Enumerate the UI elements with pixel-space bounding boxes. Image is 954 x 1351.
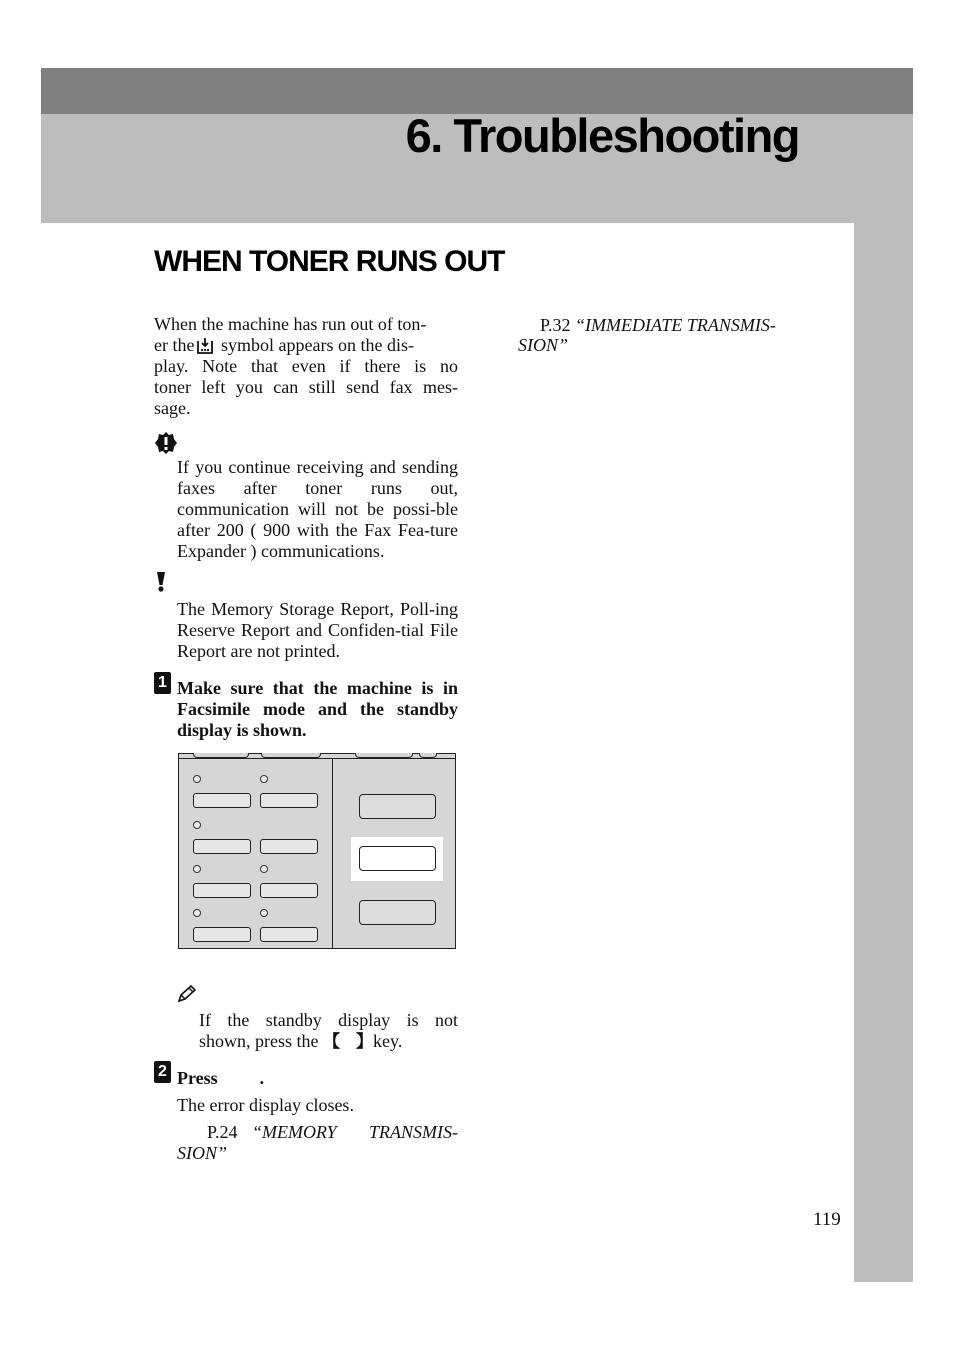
- indicator-led: [193, 865, 201, 873]
- intro-line: play. Note that even if there is no: [154, 356, 458, 376]
- reference-page: P.32: [540, 315, 571, 335]
- reference-2: [540, 315, 802, 336]
- panel-key: [260, 839, 318, 854]
- panel-key: [193, 883, 251, 898]
- reference-1-title: “MEMORY TRANSMIS-: [252, 1122, 458, 1142]
- panel-key: [260, 927, 318, 942]
- panel-top-edge: [179, 758, 455, 759]
- note-spacer: [199, 1031, 458, 1053]
- limitation-icon: [154, 571, 168, 593]
- step-2-label: Press: [177, 1068, 218, 1088]
- indicator-led: [260, 909, 268, 917]
- step-2-number: 2: [154, 1061, 171, 1083]
- key-bracket-close: 】: [356, 1032, 373, 1052]
- intro-line: [154, 335, 458, 356]
- panel-key: [260, 793, 318, 808]
- panel-mode-key: [359, 900, 436, 925]
- step-1-text: Make sure that the machine is in Facsimile mode and the standby display is shown.: [177, 678, 458, 740]
- step-1-number: 1: [154, 672, 171, 694]
- page-edge-tab: [854, 223, 913, 1282]
- indicator-led: [193, 821, 201, 829]
- panel-divider: [332, 758, 333, 949]
- step-2-period: .: [259, 1068, 265, 1088]
- important-text: If you continue receiving and sending faxes after toner runs out, communication will not be possi-ble after 200 ( 900 with the Fax Fea-ture Expander ) communications.: [177, 457, 458, 561]
- reference-2-title-cont: SION”: [518, 335, 569, 355]
- indicator-led: [193, 775, 201, 783]
- note-text: If the standby display is not: [199, 1010, 458, 1030]
- panel-mode-key: [359, 794, 436, 819]
- panel-key: [193, 839, 251, 854]
- indicator-led: [260, 775, 268, 783]
- panel-key: [193, 793, 251, 808]
- pencil-icon: [177, 985, 197, 1003]
- toner-empty-icon: [197, 337, 213, 354]
- section-title: WHEN TONER RUNS OUT: [154, 245, 505, 278]
- step-2-text: [177, 1068, 297, 1089]
- intro-line: When the machine has run out of ton-: [154, 314, 427, 334]
- intro-text: symbol appears on the dis-: [220, 335, 414, 355]
- limitation-text: The Memory Storage Report, Poll-ing Reserve Report and Confiden-tial File Report are not printed.: [177, 599, 458, 661]
- intro-line: sage.: [154, 398, 191, 418]
- chapter-title: 6. Troubleshooting: [405, 109, 799, 162]
- intro-line: toner left you can still send fax mes-: [154, 377, 458, 397]
- indicator-led: [193, 909, 201, 917]
- note-text: key.: [373, 1031, 403, 1051]
- reference-page: P.24: [207, 1122, 238, 1142]
- result-text: The error display closes.: [177, 1095, 354, 1115]
- indicator-led: [260, 865, 268, 873]
- page-number: 119: [813, 1209, 841, 1230]
- note-text-line: [199, 1010, 458, 1031]
- reference-title: “IMMEDIATE TRANSMIS-: [575, 315, 776, 335]
- key-bracket-open: 【: [323, 1032, 340, 1052]
- important-icon: [154, 431, 178, 455]
- control-panel-illustration: [178, 753, 456, 949]
- intro-text: er the: [154, 335, 195, 355]
- note-text: shown, press the: [199, 1031, 323, 1051]
- panel-key: [193, 927, 251, 942]
- panel-key: [260, 883, 318, 898]
- facsimile-key: [359, 846, 436, 871]
- reference-1-title-cont: SION”: [177, 1143, 228, 1163]
